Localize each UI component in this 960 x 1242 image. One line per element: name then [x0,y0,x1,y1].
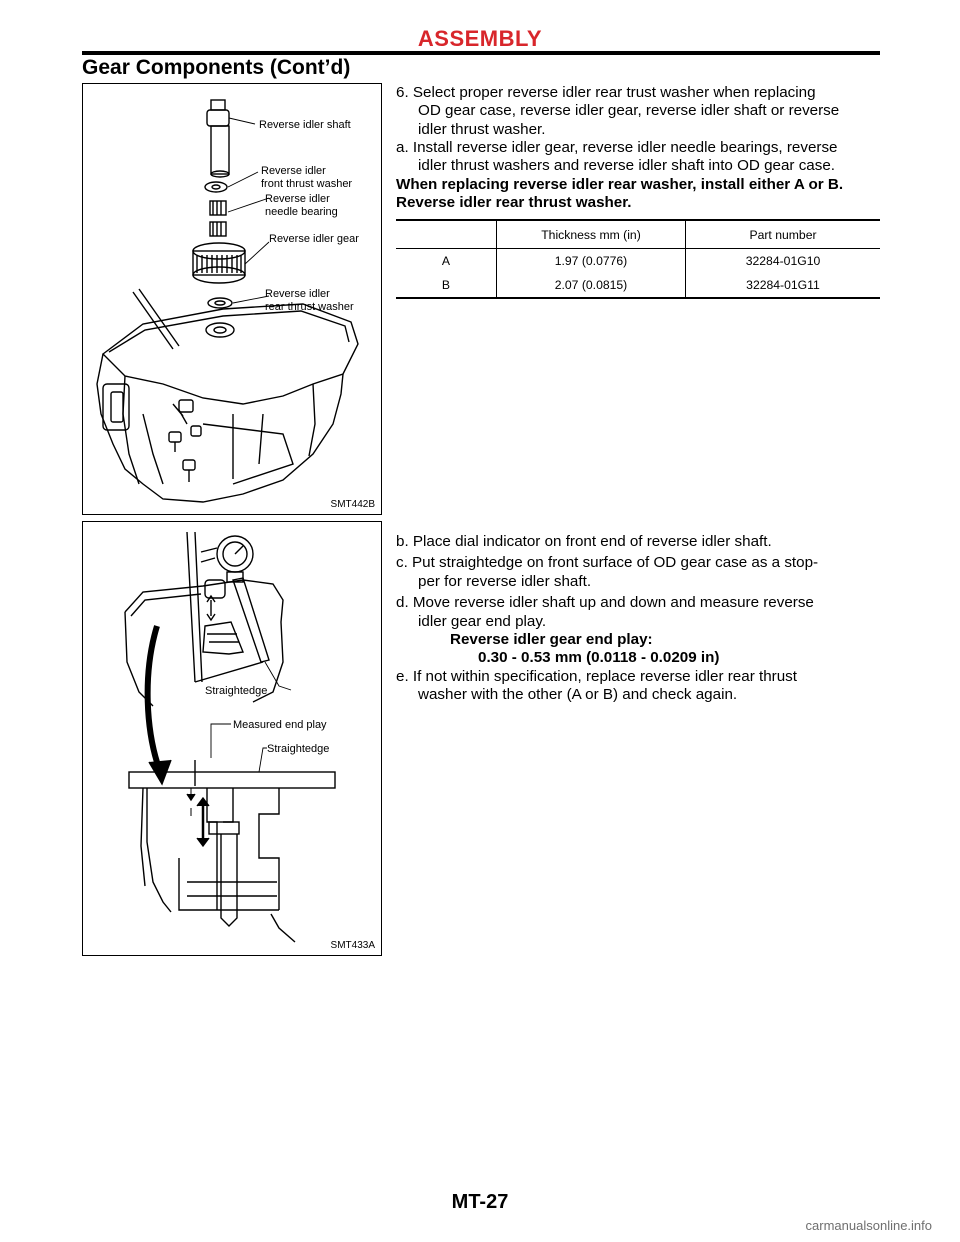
rear-thrust-washer-table [396,219,880,299]
table-header-cell: Thickness mm (in) [497,220,686,249]
header-rule [82,51,880,55]
step-6-line: OD gear case, reverse idler gear, reverse idler shaft or reverse [418,102,840,120]
step-e-line: washer with the other (A or B) and check again. [418,686,738,704]
table-header-row [396,220,880,249]
label-front-washer-1: Reverse idler [261,165,326,177]
end-play-illustration [83,522,381,955]
table-row [396,249,880,274]
figure-end-play-measurement [82,521,382,956]
table-cell: 32284-01G11 [746,278,820,292]
spec-label: Reverse idler gear end play: [450,631,653,649]
step-a-line: a. Install reverse idler gear, reverse idler needle bearings, reverse [396,139,838,156]
step-c-line: per for reverse idler shaft. [418,572,592,590]
label-reverse-idler-gear: Reverse idler gear [269,233,359,245]
note-line-2: Reverse idler rear thrust washer. [396,194,632,212]
figure-code: SMT433A [330,940,375,951]
label-rear-washer-2: rear thrust washer [265,301,354,313]
label-measured-end-play: Measured end play [233,719,327,731]
table-cell: 32284-01G10 [745,254,821,268]
label-bearing-1: Reverse idler [265,193,330,205]
table-header-cell [396,220,497,249]
reverse-idler-illustration [83,84,381,514]
watermark: carmanualsonline.info [805,1218,932,1233]
table-row [396,273,880,298]
table-cell: 1.97 (0.0776) [497,249,686,274]
label-straightedge-bottom: Straightedge [267,743,330,755]
table-cell: B [396,273,497,298]
label-bearing-2: needle bearing [265,206,338,218]
step-a [396,139,880,176]
page-number: MT-27 [451,1191,509,1213]
washer-note [396,176,880,213]
table-cell: A [396,249,497,274]
label-rear-washer-1: Reverse idler [265,288,330,300]
step-b: b. Place dial indicator on front end of reverse idler shaft. [396,533,772,550]
note-line-1: When replacing reverse idler rear washer, install either A or B. [396,176,844,193]
table-header-cell: Part number [686,220,881,249]
page-heading: Gear Components (Cont’d) [82,56,351,79]
steps-b-to-e [396,533,880,705]
table-cell: 2.07 (0.0815) [497,273,686,298]
section-title: ASSEMBLY [417,26,543,51]
step-c-line: c. Put straightedge on front surface of OD gear case as a stop- [396,554,819,572]
step-a-line: idler thrust washers and reverse idler shaft into OD gear case. [418,157,836,175]
step-e-line: e. If not within specification, replace reverse idler rear thrust [396,667,797,685]
step-6 [396,84,880,139]
label-reverse-idler-shaft: Reverse idler shaft [259,119,351,131]
step-d-line: d. Move reverse idler shaft up and down and measure reverse [396,594,814,612]
figure-code: SMT442B [330,499,375,510]
label-straightedge-top: Straightedge [205,685,268,697]
step-d-line: idler gear end play. [418,612,547,630]
step-6-line: 6. Select proper reverse idler rear trust washer when replacing [396,84,816,101]
step-6-line: idler thrust washer. [418,120,546,138]
figure-reverse-idler-components [82,83,382,515]
spec-value: 0.30 - 0.53 mm (0.0118 - 0.0209 in) [478,649,720,667]
label-front-washer-2: front thrust washer [261,178,353,190]
